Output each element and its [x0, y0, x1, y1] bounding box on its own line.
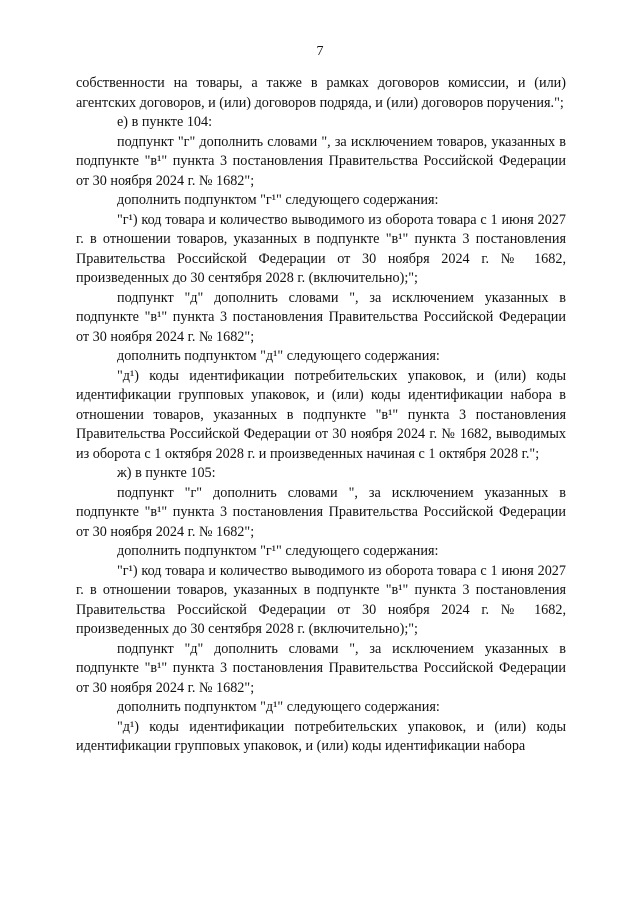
- paragraph: подпункт "г" дополнить словами ", за исключением товаров, указанных в подпункте "в¹" пункта 3 постановления Правительства Российской Федерации от 30 ноября 2024 г. № 1682";: [76, 133, 566, 189]
- paragraph: ж) в пункте 105:: [117, 465, 216, 481]
- paragraph: дополнить подпунктом "д¹" следующего содержания:: [117, 699, 440, 715]
- paragraph: подпункт "д" дополнить словами ", за исключением указанных в подпункте "в¹" пункта 3 постановления Правительства Российской Федерации от 30 ноября 2024 г. № 1682";: [76, 640, 566, 696]
- paragraph: дополнить подпунктом "д¹" следующего содержания:: [117, 348, 440, 364]
- paragraph: дополнить подпунктом "г¹" следующего содержания:: [117, 543, 439, 559]
- paragraph: "г¹) код товара и количество выводимого из оборота товара с 1 июня 2027 г. в отношении товаров, указанных в подпункте "в¹" пункта 3 постановления Правительства Российской Федерации от 30 ноября 2024 г. № 1682, произведенных до 30 сентября 2028 г. (включительно);";: [76, 211, 566, 286]
- paragraph: дополнить подпунктом "г¹" следующего содержания:: [117, 192, 439, 208]
- paragraph: подпункт "г" дополнить словами ", за исключением указанных в подпункте "в¹" пункта 3 постановления Правительства Российской Федерации от 30 ноября 2024 г. № 1682";: [76, 484, 566, 540]
- paragraph: "г¹) код товара и количество выводимого из оборота товара с 1 июня 2027 г. в отношении товаров, указанных в подпункте "в¹" пункта 3 постановления Правительства Российской Федерации от 30 ноября 2024 г. № 1682, произведенных до 30 сентября 2028 г. (включительно);";: [76, 562, 566, 637]
- paragraph: "д¹) коды идентификации потребительских упаковок, и (или) коды идентификации групповых упаковок, и (или) коды идентификации набора в отношении товаров, указанных в подпункте "в¹" пункта 3 постановления Правительства Российской Федерации от 30 ноября 2024 г. № 1682, выводимых из оборота с 1 октября 2028 г. и произведенных начиная с 1 октября 2028 г.";: [76, 367, 566, 462]
- paragraph: "д¹) коды идентификации потребительских упаковок, и (или) коды идентификации групповых упаковок, и (или) коды идентификации набора: [76, 718, 566, 754]
- paragraph: собственности на товары, а также в рамках договоров комиссии, и (или) агентских договоров, и (или) договоров подряда, и (или) договоров поручения.";: [76, 75, 566, 111]
- paragraph: подпункт "д" дополнить словами ", за исключением указанных в подпункте "в¹" пункта 3 постановления Правительства Российской Федерации от 30 ноября 2024 г. № 1682";: [76, 289, 566, 345]
- paragraph: е) в пункте 104:: [117, 114, 213, 130]
- page-number: 7: [316, 44, 324, 59]
- document-body: [76, 74, 566, 757]
